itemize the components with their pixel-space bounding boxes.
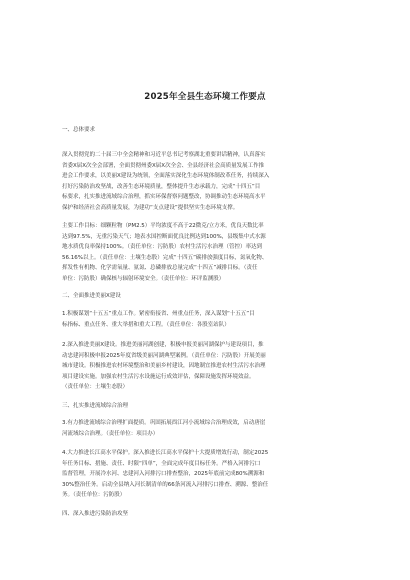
paragraph-line: 主要工作目标：细颗粒物（PM2.5）平均浓度不高于22微克/立方米，优良天数比率 <box>62 223 264 229</box>
paragraph-line: 地水质优良率保持100%。（责任单位：污防股）农村生活污水治理（管控）率达到 <box>62 244 262 251</box>
paragraph-line: 城市建设。积极推进农村环境整治和美丽乡村建设，因地制宜推进农村生活污水治理 <box>62 363 266 370</box>
paragraph-line: 动忠建河积极申报2025年度省级美丽河湖典型案例。（责任单位：污防股）开展美丽 <box>62 352 266 359</box>
paragraph-line: 挥发性有机物、化学需氧量、氨氮、总磷排放总量完成“十四五”减排目标。（责任 <box>62 265 258 272</box>
section-heading-general: 一、总体要求 <box>62 127 96 133</box>
paragraph-line: 3.有力推进流域综合治理扩面提质。巩固拓展酉江河小流域综合治理成效，启动唐崖 <box>62 420 266 426</box>
paragraph-item-4 <box>62 448 356 501</box>
paragraph-line: 打好污染防治攻坚战，改善生态环境质量，整体提升生态承载力，完成“十四五”目 <box>62 183 261 190</box>
paragraph-line: 标指标、重点任务、重大举措和重大工程。（责任单位：各股室站队） <box>62 321 230 328</box>
paragraph-line: 单位：污防股）确保核与辐射环境安全。（责任单位：环评监测股） <box>62 275 225 282</box>
paragraph-item-2 <box>62 340 356 393</box>
section-heading-beautiful-construction: 二、全面推进美丽X建设 <box>62 293 121 299</box>
paragraph-item-3 <box>62 418 356 439</box>
paragraph-line: 省委X届X次全会部署，全面贯彻州委X届X次全会、全县经济社会高质量发展工作推 <box>62 162 265 169</box>
paragraph-line: 河流域综合治理。（责任单位：项目办） <box>62 430 159 437</box>
paragraph-main-targets <box>62 221 356 285</box>
paragraph-line: 年任务目标、措施、责任、时限“四单”，全面完成年度目标任务。严格入河排污口 <box>62 460 261 467</box>
paragraph-line: 30%整治任务。启动全县纳入河长制清单的66条河流入河排污口排查、溯源、整治任 <box>62 481 269 488</box>
paragraph-line: 达到97.5%，无重污染天气；地表水国控断面优良比例达到100%，县级集中式水源 <box>62 233 266 240</box>
paragraph-overview <box>62 150 356 214</box>
section-heading-pollution-control: 四、深入推进污染防治攻坚 <box>62 511 129 517</box>
section-heading-watershed: 三、扎实推进流域综合治理 <box>62 403 129 409</box>
paragraph-line: 1.积极谋划“十五五”重点工作。紧密衔接省、州重点任务，深入谋划“十五五”目 <box>62 311 255 317</box>
paragraph-line: 保护和经济社会高质量发展，为建功“支点建设”提供坚实生态环境支撑。 <box>62 204 239 211</box>
paragraph-line: 项目建设实施。加强农村生活污水设施运行成效评估，保障设施发挥环境效益。 <box>62 373 255 380</box>
paragraph-line: 进会工作要求，以美丽X建设为统领，全面落实深化生态环境体制改革任务，持续深入 <box>62 173 270 180</box>
paragraph-line: 标要求，扎实推进流域综合治理，抓实环保督察问题整改，协调推动生态环境高水平 <box>62 194 266 201</box>
paragraph-line: 监督管理，开展冷水河、忠建河入河排污口排查整治，2025年底前完成80%溯源和 <box>62 471 265 478</box>
paragraph-line: 务。（责任单位：污防股） <box>62 492 126 499</box>
paragraph-line: 56.16%以上。（责任单位：土壤生态股）完成“十四五”碳排放强度目标，氮氧化物、 <box>62 254 268 261</box>
document-title: 2025年全县生态环境工作要点 <box>144 92 266 102</box>
paragraph-line: 2.深入推进美丽X建设。推进美丽河湖创建，积极申报美丽河湖保护与建设项目，推 <box>62 342 264 348</box>
paragraph-item-1 <box>62 309 356 330</box>
paragraph-line: 4.大力推进长江高水平保护。深入推进长江高水平保护十大提质增效行动，制定2025 <box>62 450 269 456</box>
paragraph-line: （责任单位：土壤生态股） <box>62 384 129 391</box>
paragraph-line: 深入贯彻党的二十届三中全会精神和习近平总书记考察湖北重要讲话精神，认真落实 <box>62 152 266 158</box>
